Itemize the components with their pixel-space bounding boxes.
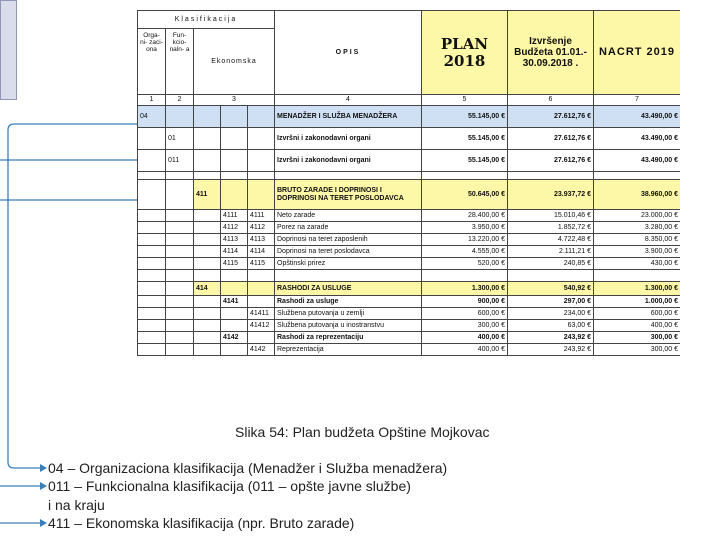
cell-opis: Izvršni i zakonodavni organi <box>275 150 422 172</box>
cell-izvrsenje: 297,00 € <box>508 296 594 308</box>
cell-ek2: 4114 <box>221 246 248 258</box>
arrow-head-eko <box>40 519 47 527</box>
cell-ek3: 41412 <box>248 320 275 332</box>
cell-plan: 400,00 € <box>422 344 508 356</box>
cell-plan: 4.555,00 € <box>422 246 508 258</box>
cell-opis: Reprezentacija <box>275 344 422 356</box>
header-nacrt: NACRT 2019 <box>594 11 681 95</box>
cell-nacrt: 400,00 € <box>594 320 681 332</box>
cell-izvrsenje: 27.612,76 € <box>508 106 594 128</box>
cell-plan: 50.645,00 € <box>422 180 508 210</box>
cell-nacrt: 1.300,00 € <box>594 282 681 296</box>
header-klasifikacija: Klasifikacija <box>138 11 275 29</box>
header-organizaciona: Orga- ni- zaci- ona <box>138 29 166 95</box>
cell-org: 04 <box>138 106 166 128</box>
connector-org <box>8 124 137 468</box>
cell-plan: 600,00 € <box>422 308 508 320</box>
cell-izvrsenje: 63,00 € <box>508 320 594 332</box>
cell-plan: 300,00 € <box>422 320 508 332</box>
cell-ek3: 4113 <box>248 234 275 246</box>
cell-nacrt: 3.280,00 € <box>594 222 681 234</box>
legend-fun: 011 – Funkcionalna klasifikacija (011 – opšte javne službe) <box>48 478 411 494</box>
cell-ek2: 4141 <box>221 296 248 308</box>
cell-plan: 55.145,00 € <box>422 106 508 128</box>
cell-nacrt: 43.490,00 € <box>594 150 681 172</box>
cell-nacrt: 1.000,00 € <box>594 296 681 308</box>
header-ekonomska: Ekonomska <box>194 29 275 95</box>
header-funkcionalna: Fun- kcio- naln- a <box>166 29 194 95</box>
cell-nacrt: 300,00 € <box>594 332 681 344</box>
cell-opis: Rashodi za usluge <box>275 296 422 308</box>
cell-ek3: 4112 <box>248 222 275 234</box>
cell-nacrt: 23.000,00 € <box>594 210 681 222</box>
cell-izvrsenje: 243,92 € <box>508 332 594 344</box>
header-opis: OPIS <box>275 11 422 95</box>
figure-caption: Slika 54: Plan budžeta Opštine Mojkovac <box>235 424 490 440</box>
legend-eko: 411 – Ekonomska klasifikacija (npr. Bruto zarade) <box>48 515 355 531</box>
cell-izvrsenje: 234,00 € <box>508 308 594 320</box>
legend-and-finally: i na kraju <box>48 497 105 513</box>
cell-izvrsenje: 243,92 € <box>508 344 594 356</box>
cell-opis: Neto zarade <box>275 210 422 222</box>
cell-izvrsenje: 4.722,48 € <box>508 234 594 246</box>
cell-izvrsenje: 240,85 € <box>508 258 594 270</box>
cell-izvrsenje: 27.612,76 € <box>508 150 594 172</box>
col-number: 3 <box>194 95 275 106</box>
cell-plan: 520,00 € <box>422 258 508 270</box>
col-number: 2 <box>166 95 194 106</box>
cell-ek1: 414 <box>194 282 221 296</box>
cell-plan: 1.300,00 € <box>422 282 508 296</box>
cell-nacrt: 430,00 € <box>594 258 681 270</box>
cell-opis: Doprinosi na teret poslodavca <box>275 246 422 258</box>
cell-ek3: 4142 <box>248 344 275 356</box>
cell-izvrsenje: 23.937,72 € <box>508 180 594 210</box>
cell-izvrsenje: 540,92 € <box>508 282 594 296</box>
cell-nacrt: 600,00 € <box>594 308 681 320</box>
col-number: 6 <box>508 95 594 106</box>
cell-nacrt: 300,00 € <box>594 344 681 356</box>
cell-opis: Izvršni i zakonodavni organi <box>275 128 422 150</box>
cell-ek3: 4115 <box>248 258 275 270</box>
cell-opis: Porez na zarade <box>275 222 422 234</box>
cell-opis: BRUTO ZARADE I DOPRINOSI I DOPRINOSI NA TERET POSLODAVCA <box>275 180 422 210</box>
cell-izvrsenje: 1.852,72 € <box>508 222 594 234</box>
cell-ek2: 4113 <box>221 234 248 246</box>
cell-ek2: 4112 <box>221 222 248 234</box>
cell-fun: 011 <box>166 150 194 172</box>
col-number: 4 <box>275 95 422 106</box>
cell-nacrt: 43.490,00 € <box>594 128 681 150</box>
header-izvrsenje: Izvršenje Budžeta 01.01.- 30.09.2018 . <box>508 11 594 95</box>
cell-izvrsenje: 27.612,76 € <box>508 128 594 150</box>
cell-plan: 13.220,00 € <box>422 234 508 246</box>
cell-opis: Službena putovanja u inostranstvu <box>275 320 422 332</box>
cell-nacrt: 8.350,00 € <box>594 234 681 246</box>
cell-opis: MENADŽER I SLUŽBA MENADŽERA <box>275 106 422 128</box>
cell-ek1: 411 <box>194 180 221 210</box>
arrow-head-fun <box>40 482 47 490</box>
header-plan: PLAN 2018 <box>422 11 508 95</box>
cell-plan: 55.145,00 € <box>422 150 508 172</box>
col-number: 5 <box>422 95 508 106</box>
col-number: 7 <box>594 95 681 106</box>
cell-ek3: 4114 <box>248 246 275 258</box>
cell-opis: RASHODI ZA USLUGE <box>275 282 422 296</box>
cell-plan: 3.950,00 € <box>422 222 508 234</box>
cell-opis: Službena putovanja u zemlji <box>275 308 422 320</box>
cell-nacrt: 3.900,00 € <box>594 246 681 258</box>
cell-plan: 400,00 € <box>422 332 508 344</box>
cell-plan: 28.400,00 € <box>422 210 508 222</box>
cell-plan: 55.145,00 € <box>422 128 508 150</box>
cell-ek2: 4142 <box>221 332 248 344</box>
cell-izvrsenje: 15.010,46 € <box>508 210 594 222</box>
col-number: 1 <box>138 95 166 106</box>
legend-org: 04 – Organizaciona klasifikacija (Menadžer i Služba menadžera) <box>48 460 448 476</box>
cell-plan: 900,00 € <box>422 296 508 308</box>
cell-fun: 01 <box>166 128 194 150</box>
cell-ek2: 4115 <box>221 258 248 270</box>
cell-ek3: 41411 <box>248 308 275 320</box>
cell-izvrsenje: 2.111,21 € <box>508 246 594 258</box>
cell-nacrt: 38.960,00 € <box>594 180 681 210</box>
cell-ek2: 4111 <box>221 210 248 222</box>
arrow-head-org <box>40 464 47 472</box>
cell-opis: Rashodi za reprezentaciju <box>275 332 422 344</box>
cell-opis: Doprinosi na teret zaposlenih <box>275 234 422 246</box>
cell-nacrt: 43.490,00 € <box>594 106 681 128</box>
cell-ek3: 4111 <box>248 210 275 222</box>
cell-opis: Opštinski prirez <box>275 258 422 270</box>
